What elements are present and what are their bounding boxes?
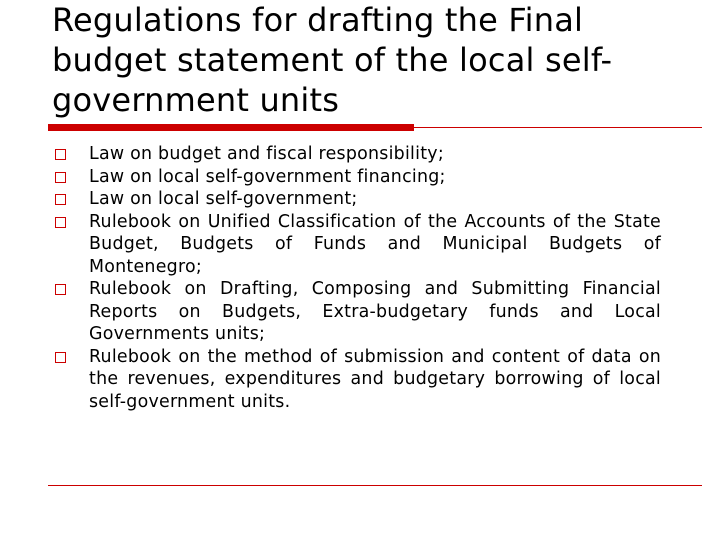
slide-title: Regulations for drafting the Final budget statement of the local self-government units xyxy=(52,1,613,119)
list-item xyxy=(55,346,661,414)
title-divider-accent-bar xyxy=(48,124,414,131)
list-item xyxy=(55,166,661,189)
hollow-square-icon xyxy=(55,284,66,295)
list-item-text: Rulebook on the method of submission and content of data on the revenues, expenditures and budgetary borrowing of local self-government units. xyxy=(89,346,661,412)
regulations-list xyxy=(55,143,661,413)
hollow-square-icon xyxy=(55,149,66,160)
hollow-square-icon xyxy=(55,217,66,228)
list-item-text: Rulebook on Drafting, Composing and Submitting Financial Reports on Budgets, Extra-budgetary funds and Local Governments units; xyxy=(89,279,661,344)
list-item xyxy=(55,278,661,346)
list-item-text: Rulebook on Unified Classification of the Accounts of the State Budget, Budgets of Funds and Municipal Budgets of Montenegro; xyxy=(89,211,661,277)
hollow-square-icon xyxy=(55,194,66,205)
footer-divider-line xyxy=(48,485,702,486)
hollow-square-icon xyxy=(55,352,66,363)
list-item xyxy=(55,143,661,166)
list-item-text: Law on budget and fiscal responsibility; xyxy=(89,144,444,164)
hollow-square-icon xyxy=(55,172,66,183)
list-item xyxy=(55,188,661,211)
list-item xyxy=(55,211,661,279)
list-item-text: Law on local self-government; xyxy=(89,189,358,209)
list-item-text: Law on local self-government financing; xyxy=(89,166,446,187)
